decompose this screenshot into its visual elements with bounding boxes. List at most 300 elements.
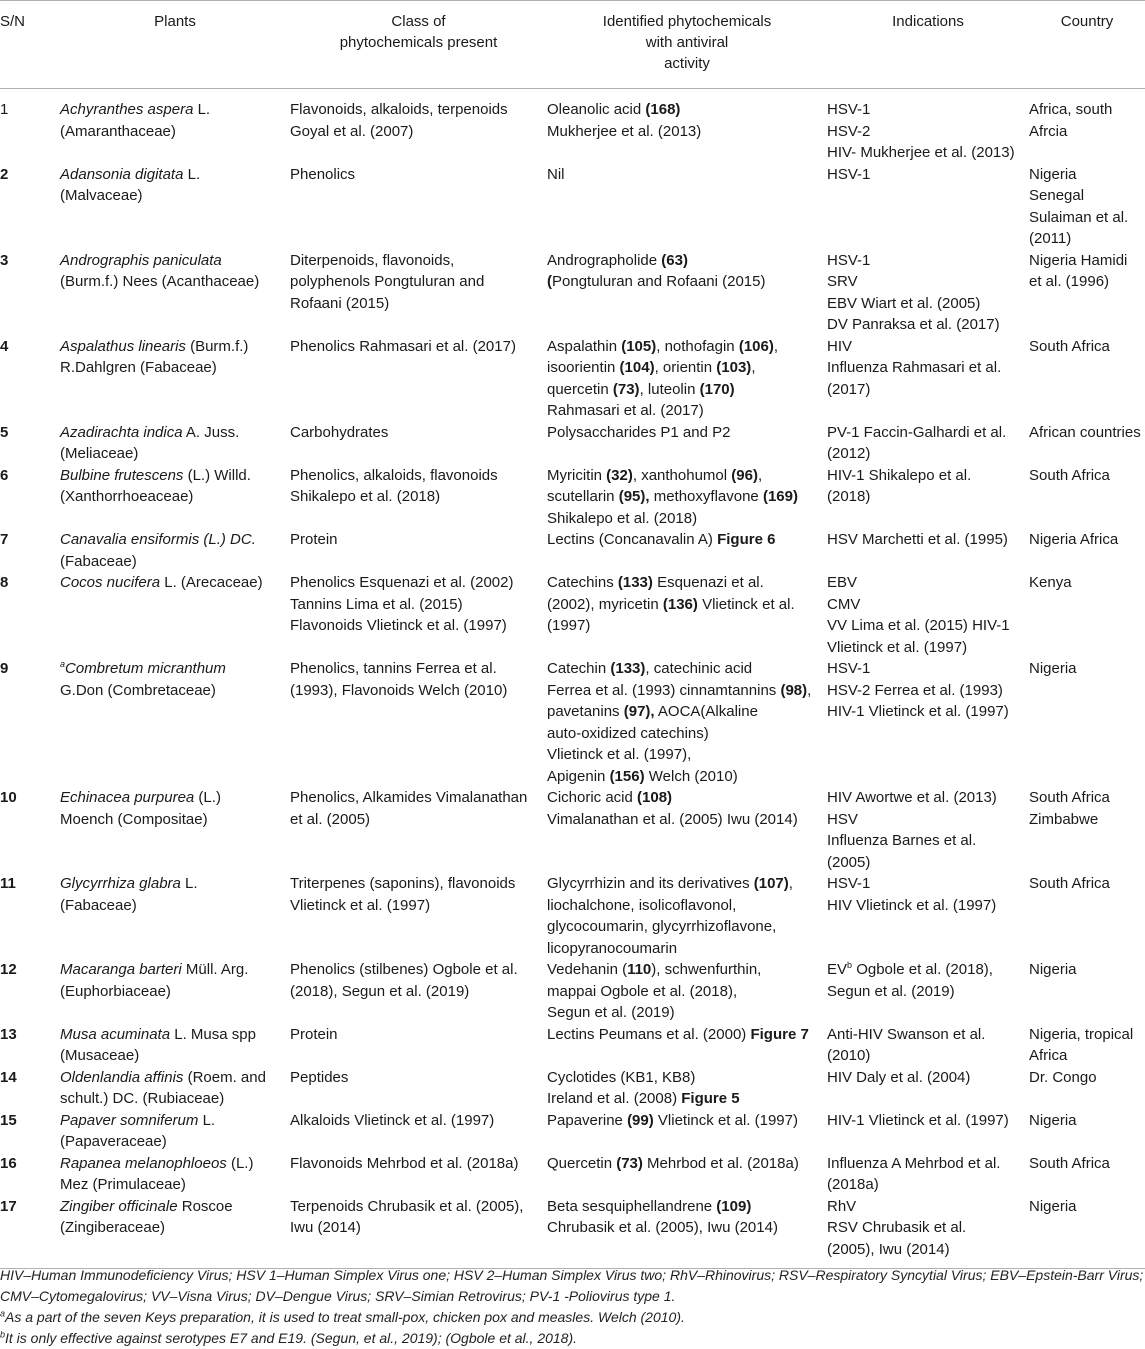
cell-plant-line (60, 465, 288, 487)
cell-country (1029, 1024, 1145, 1067)
text-segment: Bulbine frutescens (60, 466, 184, 484)
cell-country-line (1029, 1110, 1143, 1132)
text-segment: Azadirachta indica (60, 423, 183, 441)
cell-country-line (1029, 959, 1143, 981)
text-segment: (Papaveraceae) (60, 1133, 167, 1150)
text-segment: Nigeria Africa (1029, 531, 1119, 548)
cell-country-line (1029, 809, 1143, 831)
text-segment: Nigeria (1029, 1111, 1077, 1129)
cell-class-line (290, 1217, 545, 1239)
text-segment: (Euphorbiaceae) (60, 982, 171, 1000)
text-segment: Phenolics (stilbenes) Ogbole et al. (290, 961, 518, 978)
text-segment: Diterpenoids, flavonoids, (290, 251, 455, 269)
cell-identified (547, 1024, 827, 1067)
cell-identified-line (547, 336, 825, 358)
cell-indications-line (827, 830, 1027, 852)
cell-indications-line (827, 787, 1027, 809)
cell-identified-line (547, 680, 825, 702)
cell-plant (60, 422, 290, 465)
cell-indications-line (827, 1067, 1027, 1089)
text-segment: Influenza Rahmasari et al. (827, 359, 1002, 376)
cell-plant-line (60, 787, 288, 809)
cell-sn: 6 (0, 466, 9, 484)
cell-country (1029, 1067, 1145, 1110)
cell-indications-line (827, 594, 1027, 616)
text-segment: HSV (827, 810, 858, 828)
cell-identified-line (547, 895, 825, 917)
text-segment: A. Juss. (182, 423, 240, 441)
text-segment: Protein (290, 531, 338, 548)
cell-plant-line (60, 1110, 288, 1132)
cell-country-line (1029, 422, 1143, 444)
cell-plant-line (60, 1153, 288, 1175)
text-segment: Macaranga barteri (60, 961, 182, 978)
text-segment: , (773, 337, 779, 355)
text-segment: Influenza A Mehrbod et al. (827, 1154, 1001, 1172)
text-segment: Combretum micranthum (65, 660, 226, 677)
cell-indications-line (827, 1153, 1027, 1175)
cell-country-line (1029, 250, 1143, 272)
text-segment: HSV-1 (827, 251, 871, 269)
cell-class-line (290, 981, 545, 1003)
header-plants: Plants (60, 1, 290, 89)
text-segment: L. (198, 1111, 216, 1129)
cell-plant-line (60, 895, 288, 917)
text-segment: G.Don (Combretaceae) (60, 681, 216, 699)
cell-plant-line (60, 121, 288, 143)
text-segment: Africa, south (1029, 101, 1113, 118)
cell-plant (60, 465, 290, 530)
text-segment: (Roem. and (183, 1068, 266, 1086)
cell-class (290, 164, 547, 250)
text-segment: Nigeria (1029, 1197, 1077, 1215)
cell-identified-line (547, 271, 825, 293)
cell-class-line (290, 422, 545, 444)
text-segment: (Amaranthaceae) (60, 122, 176, 140)
header-indications: Indications (827, 1, 1029, 89)
text-segment: (73) (616, 1154, 643, 1172)
text-segment: Beta sesquiphellandrene (547, 1197, 717, 1215)
cell-class (290, 465, 547, 530)
text-segment: Phenolics, alkaloids, flavonoids (290, 466, 498, 484)
text-segment: L. (193, 101, 211, 118)
text-segment: (97), (623, 703, 655, 720)
cell-identified (547, 250, 827, 336)
text-segment: (99) (627, 1111, 654, 1129)
text-segment: et al. (2005) (290, 810, 371, 828)
text-segment: South Africa (1029, 1154, 1110, 1172)
cell-plant (60, 873, 290, 959)
cell-country-line (1029, 873, 1143, 895)
cell-class (290, 873, 547, 959)
text-segment: (169) (762, 488, 798, 505)
cell-indications-line (827, 293, 1027, 315)
header-class-line: phytochemicals present (339, 34, 498, 51)
cell-plant-line (60, 422, 288, 444)
text-segment: (Malvaceae) (60, 187, 143, 204)
text-segment: Iwu (2014) (290, 1219, 361, 1236)
text-segment: Rofaani (2015) (290, 294, 390, 312)
cell-class-line (290, 1067, 545, 1089)
cell-class-line (290, 164, 545, 186)
cell-identified (547, 1110, 827, 1153)
text-segment: RhV (827, 1197, 857, 1215)
cell-country-line (1029, 1024, 1143, 1046)
cell-class-line (290, 787, 545, 809)
cell-plant (60, 164, 290, 250)
cell-country-line (1029, 185, 1143, 207)
table-row (0, 1153, 1145, 1196)
cell-country (1029, 465, 1145, 530)
cell-identified-line (547, 981, 825, 1003)
cell-indications-line (827, 572, 1027, 594)
text-segment: quercetin (547, 380, 613, 398)
cell-plant-line (60, 164, 288, 186)
cell-class-line (290, 121, 545, 143)
cell-sn: 13 (0, 1025, 17, 1043)
header-sn: S/N (0, 1, 60, 89)
cell-indications (827, 787, 1029, 873)
text-segment: Welch (2010) (644, 767, 738, 785)
cell-country-line (1029, 1067, 1143, 1089)
text-segment: Mukherjee et al. (2013) (547, 122, 702, 140)
text-segment: Aspalathus linearis (60, 337, 186, 355)
table-row (0, 465, 1145, 530)
cell-indications-line (827, 809, 1027, 831)
cell-country (1029, 787, 1145, 873)
text-segment: South Africa (1029, 466, 1110, 484)
text-segment: South Africa (1029, 789, 1110, 806)
cell-sn: 12 (0, 961, 17, 978)
cell-plant (60, 250, 290, 336)
text-segment: Segun et al. (2019) (547, 1004, 675, 1021)
text-segment: (2002), myricetin (547, 595, 663, 613)
cell-plant (60, 336, 290, 422)
text-segment: Vlietinck et al. (1997) (653, 1111, 798, 1129)
cell-class-line (290, 1110, 545, 1132)
text-segment: polyphenols Pongtuluran and (290, 273, 485, 290)
cell-plant (60, 529, 290, 572)
cell-plant (60, 959, 290, 1024)
cell-indications-line (827, 271, 1027, 293)
text-segment: HSV-1 (827, 875, 871, 892)
text-segment: Zimbabwe (1029, 810, 1099, 828)
cell-identified-line (547, 766, 825, 788)
cell-indications-line (827, 895, 1027, 917)
cell-country-line (1029, 336, 1143, 358)
text-segment: (L.) Willd. (183, 466, 251, 484)
text-segment: glycocoumarin, glycyrrhizoflavone, (547, 918, 777, 935)
text-segment: Protein (290, 1025, 338, 1043)
cell-plant (60, 572, 290, 658)
cell-plant (60, 89, 290, 164)
cell-identified (547, 873, 827, 959)
cell-sn: 1 (0, 101, 9, 118)
cell-class (290, 529, 547, 572)
cell-identified-line (547, 594, 825, 616)
cell-class-line (290, 486, 545, 508)
text-segment: , luteolin (639, 380, 700, 398)
text-segment: Nigeria, tropical (1029, 1025, 1134, 1043)
text-segment: (133) (617, 574, 653, 591)
text-segment: Adansonia digitata (60, 165, 184, 183)
text-segment: Phenolics (290, 165, 356, 183)
table-body (0, 89, 1145, 1269)
text-segment: methoxyflavone (649, 488, 763, 505)
text-segment: (Zingiberaceae) (60, 1219, 166, 1236)
text-segment: , orientin (654, 359, 717, 376)
cell-indications-line (827, 658, 1027, 680)
cell-identified-line (547, 465, 825, 487)
text-segment: Triterpenes (saponins), flavonoids (290, 875, 516, 892)
text-segment: Andrographis paniculata (60, 251, 222, 269)
text-segment: (Burm.f.) (185, 337, 249, 355)
text-segment: Nigeria (1029, 165, 1077, 183)
text-segment: Catechins (547, 574, 618, 591)
cell-plant-line (60, 981, 288, 1003)
text-segment: Oleanolic acid (547, 101, 646, 118)
cell-country-line (1029, 1045, 1143, 1067)
text-segment: SRV (827, 273, 858, 290)
text-segment: (Fabaceae) (60, 552, 137, 570)
cell-country (1029, 873, 1145, 959)
cell-plant-line (60, 1217, 288, 1239)
text-segment: Nigeria (1029, 961, 1077, 978)
text-segment: Chrubasik et al. (2005), Iwu (2014) (547, 1219, 778, 1236)
cell-country (1029, 250, 1145, 336)
text-segment: HIV- Mukherjee et al. (2013) (827, 144, 1015, 161)
text-segment: Vedehanin ( (547, 961, 628, 978)
text-segment: VV Lima et al. (2015) HIV-1 (827, 617, 1010, 634)
cell-identified (547, 164, 827, 250)
cell-indications-line (827, 1196, 1027, 1218)
text-segment: Ogbole et al. (2018), (852, 961, 993, 978)
cell-indications-line (827, 1045, 1027, 1067)
cell-identified (547, 658, 827, 787)
cell-identified-line (547, 723, 825, 745)
text-segment: Phenolics, Alkamides Vimalanathan (290, 789, 528, 806)
cell-sn: 9 (0, 660, 9, 677)
cell-plant (60, 1153, 290, 1196)
cell-plant (60, 1110, 290, 1153)
cell-class (290, 1153, 547, 1196)
text-segment: Pongtuluran and Rofaani (2015) (552, 273, 766, 290)
footnote-abbrev-line: CMV–Cytomegalovirus; VV–Visna Virus; DV–Dengue Virus; SRV–Simian Retrovirus; PV-1 -Poliovirus type 1. (0, 1288, 676, 1304)
text-segment: HIV (827, 337, 853, 355)
text-segment: Influenza Barnes et al. (827, 832, 977, 849)
cell-class (290, 422, 547, 465)
cell-plant-line (60, 357, 288, 379)
text-segment: schult.) DC. (Rubiaceae) (60, 1090, 225, 1107)
cell-indications-line (827, 99, 1027, 121)
text-segment: (95), (618, 488, 650, 505)
cell-indications (827, 1110, 1029, 1153)
cell-indications-line (827, 959, 1027, 981)
cell-identified-line (547, 508, 825, 530)
table-row (0, 1067, 1145, 1110)
cell-identified (547, 1196, 827, 1269)
text-segment: (2017) (827, 380, 871, 398)
cell-indications-line (827, 1110, 1027, 1132)
table-row (0, 164, 1145, 250)
text-segment: Shikalepo et al. (2018) (547, 509, 698, 527)
text-segment: HSV-2 (827, 122, 871, 140)
cell-indications-line (827, 121, 1027, 143)
text-segment: (104) (619, 359, 655, 376)
text-segment: Phenolics, tannins Ferrea et al. (290, 660, 497, 677)
text-segment: scutellarin (547, 488, 619, 505)
text-segment: Cichoric acid (547, 789, 638, 806)
cell-class-line (290, 680, 545, 702)
text-segment: Roscoe (177, 1197, 233, 1215)
cell-sn: 15 (0, 1111, 17, 1129)
cell-identified-line (547, 1088, 825, 1110)
cell-indications-line (827, 680, 1027, 702)
footnote-b (0, 1328, 1145, 1349)
cell-country-line (1029, 164, 1143, 186)
cell-indications-line (827, 529, 1027, 551)
text-segment: HSV-1 (827, 165, 871, 183)
table-row (0, 787, 1145, 873)
cell-country-line (1029, 121, 1143, 143)
cell-identified (547, 1153, 827, 1196)
cell-plant (60, 1024, 290, 1067)
text-segment: Sulaiman et al. (1029, 208, 1129, 226)
cell-identified-line (547, 787, 825, 809)
cell-class-line (290, 572, 545, 594)
cell-sn: 4 (0, 337, 9, 355)
cell-indications (827, 1153, 1029, 1196)
cell-country (1029, 658, 1145, 787)
cell-identified (547, 529, 827, 572)
text-segment: Segun et al. (2019) (827, 982, 955, 1000)
cell-indications-line (827, 336, 1027, 358)
cell-plant (60, 1067, 290, 1110)
text-segment: (107) (753, 875, 789, 892)
cell-indications-line (827, 379, 1027, 401)
text-segment: L. (183, 165, 201, 183)
cell-country (1029, 572, 1145, 658)
cell-class (290, 89, 547, 164)
cell-indications-line (827, 873, 1027, 895)
cell-plant-line (60, 873, 288, 895)
text-segment: (108) (637, 789, 673, 806)
text-segment: auto-oxidized catechins) (547, 724, 709, 742)
cell-class-line (290, 809, 545, 831)
cell-sn: 3 (0, 251, 9, 269)
cell-plant-line (60, 551, 288, 573)
cell-indications-line (827, 1217, 1027, 1239)
text-segment: , catechinic acid (645, 660, 753, 677)
text-segment: PV-1 Faccin-Galhardi et al. (827, 423, 1007, 441)
cell-identified-line (547, 99, 825, 121)
text-segment: , xanthohumol (632, 466, 732, 484)
cell-plant-line (60, 529, 288, 551)
cell-plant-line (60, 486, 288, 508)
text-segment: HSV-2 Ferrea et al. (1993) (827, 681, 1003, 699)
cell-identified-line (547, 529, 825, 551)
header-country: Country (1029, 1, 1145, 89)
text-segment: Africa (1029, 1047, 1068, 1064)
cell-country (1029, 164, 1145, 250)
cell-plant-line (60, 1131, 288, 1153)
text-segment: Flavonoids Vlietinck et al. (1997) (290, 617, 507, 634)
table-row (0, 658, 1145, 787)
text-segment: L. (180, 875, 198, 892)
text-segment: Achyranthes aspera (60, 101, 194, 118)
text-segment: Carbohydrates (290, 423, 389, 441)
header-class (290, 1, 547, 89)
cell-class-line (290, 1024, 545, 1046)
cell-country-line (1029, 465, 1143, 487)
text-segment: Nigeria Hamidi (1029, 251, 1128, 269)
text-segment: HSV Marchetti et al. (1995) (827, 531, 1008, 548)
cell-country-line (1029, 529, 1143, 551)
cell-country-line (1029, 207, 1143, 229)
cell-identified-line (547, 938, 825, 960)
text-segment: Shikalepo et al. (2018) (290, 488, 441, 505)
cell-plant-line (60, 572, 288, 594)
cell-class-line (290, 895, 545, 917)
cell-sn: 5 (0, 423, 9, 441)
text-segment: EV (827, 961, 848, 978)
footnote-b-text: It is only effective against serotypes E7 and E19. (Segun, et al., 2019); (Ogbole et al., 2018). (5, 1330, 578, 1346)
table-row (0, 529, 1145, 572)
cell-plant-line (60, 336, 288, 358)
text-segment: Quercetin (547, 1154, 617, 1172)
cell-identified-line (547, 1217, 825, 1239)
cell-identified-line (547, 1067, 825, 1089)
cell-identified-line (547, 916, 825, 938)
cell-indications-line (827, 314, 1027, 336)
text-segment: CMV (827, 595, 861, 613)
cell-plant-line (60, 99, 288, 121)
text-segment: Glycyrrhiza glabra (60, 875, 181, 892)
text-segment: ( (547, 273, 552, 290)
table-row (0, 1110, 1145, 1153)
text-segment: , nothofagin (656, 337, 739, 355)
cell-identified-line (547, 701, 825, 723)
cell-indications (827, 164, 1029, 250)
cell-country (1029, 1110, 1145, 1153)
text-segment: (2018), Segun et al. (2019) (290, 982, 470, 1000)
text-segment: Papaver somniferum (60, 1111, 199, 1129)
footnote-marker: a (60, 659, 66, 669)
text-segment: Esquenazi et al. (652, 574, 764, 591)
text-segment: (32) (606, 466, 633, 484)
text-segment: EBV Wiart et al. (2005) (827, 294, 981, 312)
cell-class-line (290, 615, 545, 637)
text-segment: EBV (827, 574, 858, 591)
table-row (0, 250, 1145, 336)
cell-class (290, 1110, 547, 1153)
cell-indications (827, 572, 1029, 658)
cell-identified (547, 572, 827, 658)
text-segment: (170) (699, 380, 735, 398)
text-segment: Phenolics Esquenazi et al. (2002) (290, 574, 514, 591)
cell-class-line (290, 959, 545, 981)
text-segment: (2010) (827, 1047, 871, 1064)
text-segment: isoorientin (547, 359, 620, 376)
text-segment: Vlietinck et al. (1997), (547, 746, 692, 763)
cell-plant-line (60, 809, 288, 831)
text-segment: licopyranocoumarin (547, 939, 678, 957)
cell-country (1029, 1153, 1145, 1196)
cell-plant-line (60, 1024, 288, 1046)
cell-class-line (290, 250, 545, 272)
text-segment: (168) (645, 101, 681, 118)
text-segment: , (751, 359, 756, 376)
